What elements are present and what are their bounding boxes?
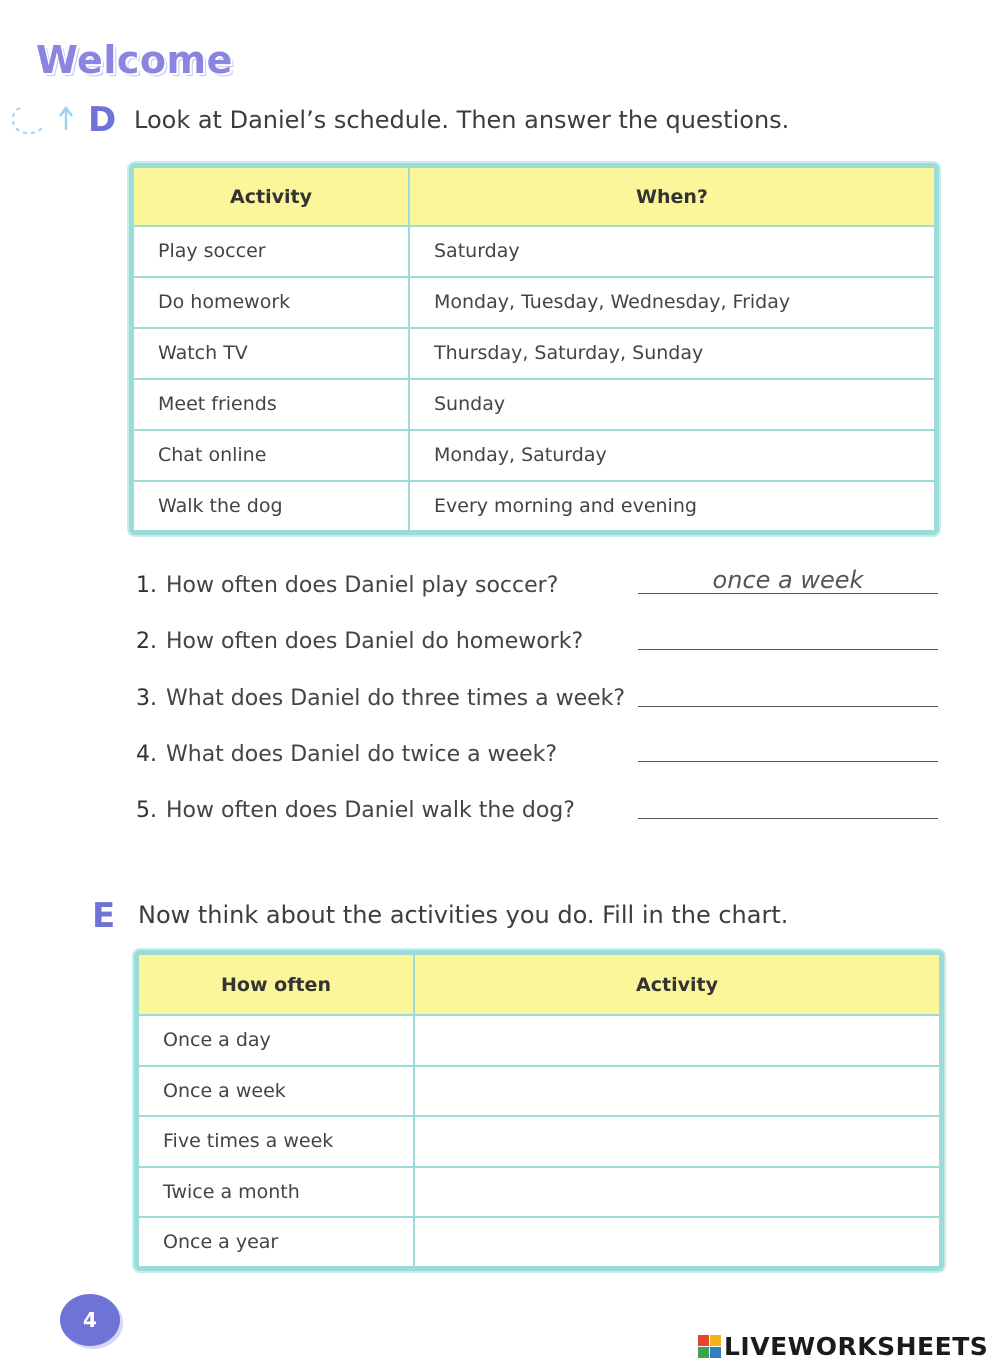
question-4: 4. What does Daniel do twice a week? — [136, 742, 558, 767]
answer-1-line — [638, 593, 938, 594]
schedule-when-cell: Monday, Saturday — [409, 430, 934, 481]
table-row — [134, 328, 934, 379]
activity-chart-table — [134, 950, 944, 1271]
chart-frequency-cell: Once a year — [139, 1217, 414, 1266]
chart-activity-input[interactable] — [414, 1015, 939, 1066]
answer-5-line — [638, 818, 938, 819]
section-d-instruction: Look at Daniel’s schedule. Then answer the questions. — [134, 106, 790, 134]
schedule-activity-cell: Do homework — [134, 277, 409, 328]
arrow-decoration-icon — [8, 104, 78, 138]
answer-4-line — [638, 761, 938, 762]
chart-frequency-cell: Five times a week — [139, 1116, 414, 1167]
answer-2-line — [638, 649, 938, 650]
question-5: 5. How often does Daniel walk the dog? — [136, 798, 575, 823]
chart-activity-input[interactable] — [414, 1066, 939, 1117]
table-row — [139, 1167, 939, 1218]
question-3: 3. What does Daniel do three times a week? — [136, 686, 626, 711]
table-row — [134, 277, 934, 328]
schedule-when-cell: Thursday, Saturday, Sunday — [409, 328, 934, 379]
table-row — [139, 1015, 939, 1066]
schedule-header-activity: Activity — [134, 168, 409, 226]
schedule-activity-cell: Watch TV — [134, 328, 409, 379]
question-2: 2. How often does Daniel do homework? — [136, 629, 584, 654]
chart-header-how-often: How often — [139, 955, 414, 1015]
answer-1-field[interactable]: once a week — [712, 566, 864, 594]
table-row — [139, 1066, 939, 1117]
section-e-instruction: Now think about the activities you do. Fill in the chart. — [138, 901, 789, 929]
table-row — [134, 481, 934, 530]
page-title: Welcome — [36, 38, 233, 82]
liveworksheets-logo — [698, 1331, 988, 1361]
schedule-activity-cell: Meet friends — [134, 379, 409, 430]
schedule-activity-cell: Play soccer — [134, 226, 409, 277]
schedule-when-cell: Saturday — [409, 226, 934, 277]
section-e-letter: E — [92, 896, 116, 936]
section-d-letter: D — [88, 100, 117, 140]
page-number: 4 — [60, 1294, 120, 1346]
chart-frequency-cell: Once a week — [139, 1066, 414, 1117]
schedule-when-cell: Sunday — [409, 379, 934, 430]
question-1: 1. How often does Daniel play soccer? — [136, 573, 559, 598]
schedule-header-when: When? — [409, 168, 934, 226]
chart-activity-input[interactable] — [414, 1167, 939, 1218]
schedule-activity-cell: Walk the dog — [134, 481, 409, 530]
liveworksheets-icon — [698, 1335, 721, 1358]
table-row — [139, 1217, 939, 1266]
chart-frequency-cell: Once a day — [139, 1015, 414, 1066]
table-row — [134, 379, 934, 430]
schedule-table — [129, 163, 939, 535]
chart-activity-input[interactable] — [414, 1116, 939, 1167]
schedule-activity-cell: Chat online — [134, 430, 409, 481]
table-row — [139, 1116, 939, 1167]
schedule-when-cell: Every morning and evening — [434, 494, 697, 517]
brand-name: LIVEWORKSHEETS — [724, 1331, 989, 1361]
table-row — [134, 226, 934, 277]
table-row — [134, 430, 934, 481]
chart-frequency-cell: Twice a month — [139, 1167, 414, 1218]
chart-activity-input[interactable] — [414, 1217, 939, 1266]
answer-3-line — [638, 706, 938, 707]
schedule-when-cell: Monday, Tuesday, Wednesday, Friday — [409, 277, 934, 328]
chart-header-activity: Activity — [414, 955, 939, 1015]
